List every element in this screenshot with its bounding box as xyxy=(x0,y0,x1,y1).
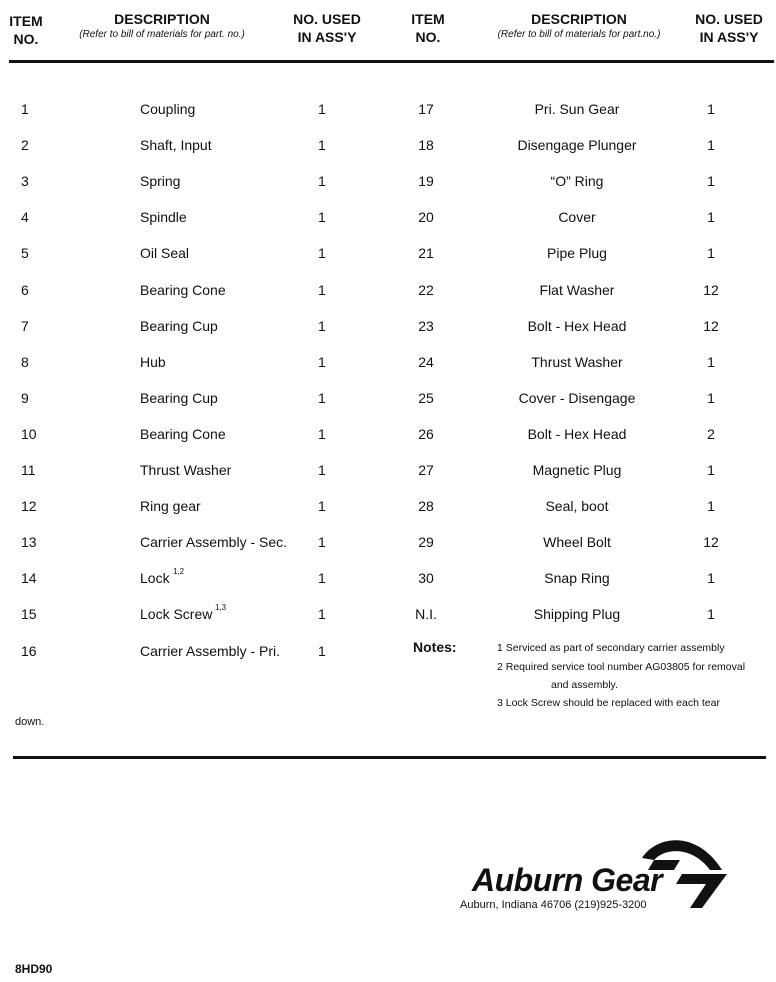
table-row xyxy=(0,462,776,482)
item-number: 14 xyxy=(21,570,37,587)
table-row xyxy=(0,209,776,229)
item-number: 27 xyxy=(418,462,434,478)
table-row xyxy=(0,390,776,410)
item-description: Shipping Plug xyxy=(533,606,621,623)
footnote-reference: 1,3 xyxy=(215,603,227,613)
item-number: 22 xyxy=(418,281,434,298)
item-number: 3 xyxy=(21,173,29,190)
table-row xyxy=(0,245,776,265)
item-quantity: 1 xyxy=(318,498,326,515)
item-description: Cover xyxy=(558,209,596,226)
item-number: 5 xyxy=(21,245,29,262)
table-row xyxy=(0,567,776,590)
item-quantity: 12 xyxy=(703,281,719,298)
item-quantity: 1 xyxy=(707,245,715,262)
item-quantity: 1 xyxy=(318,101,326,117)
item-quantity: 1 xyxy=(318,425,326,442)
table-row xyxy=(0,173,776,193)
item-number: 10 xyxy=(21,425,37,442)
item-description: Snap Ring xyxy=(544,570,610,587)
item-description: Spindle xyxy=(140,209,187,226)
item-quantity: 1 xyxy=(707,498,715,515)
item-description: Oil Seal xyxy=(140,245,190,262)
table-row xyxy=(0,603,776,626)
item-number: 24 xyxy=(418,353,434,370)
item-number: 18 xyxy=(418,137,434,154)
table-row xyxy=(0,137,776,157)
item-quantity: 1 xyxy=(318,642,326,659)
item-number: 7 xyxy=(21,317,29,334)
header-no-used-text: NO. USED IN ASS'Y xyxy=(695,11,763,45)
item-description: Seal, boot xyxy=(545,498,609,515)
item-quantity: 1 xyxy=(318,534,326,551)
item-number: 9 xyxy=(21,389,29,406)
table-row xyxy=(0,534,776,554)
item-number: 19 xyxy=(418,173,434,190)
item-number: 13 xyxy=(21,534,37,551)
item-description: Thrust Washer xyxy=(140,462,232,478)
item-quantity: 1 xyxy=(318,606,326,623)
item-description: Bolt - Hex Head xyxy=(527,317,627,334)
item-description: Disengage Plunger xyxy=(517,137,637,154)
item-quantity: 1 xyxy=(318,353,326,370)
item-number: 28 xyxy=(418,498,434,515)
item-quantity: 1 xyxy=(707,101,715,117)
table-row xyxy=(0,318,776,338)
note-1: 1 Serviced as part of secondary carrier assembly xyxy=(497,642,725,654)
item-number: 8 xyxy=(21,353,29,370)
item-number: 30 xyxy=(418,570,434,587)
item-quantity: 1 xyxy=(318,389,326,406)
item-number: 20 xyxy=(418,209,434,226)
header-divider xyxy=(9,60,774,63)
header-description-text: DESCRIPTION xyxy=(531,11,627,27)
item-quantity: 1 xyxy=(318,137,326,154)
header-no-used-right xyxy=(683,10,775,46)
item-number: 23 xyxy=(418,317,434,334)
item-number: 1 xyxy=(21,101,29,117)
item-description: Coupling xyxy=(140,101,196,117)
header-item-no-text: ITEM NO. xyxy=(411,11,445,45)
header-description-left xyxy=(56,10,268,42)
item-description: Bearing Cone xyxy=(140,425,226,442)
item-quantity: 12 xyxy=(703,534,719,551)
item-description: Bearing Cup xyxy=(140,389,218,406)
header-item-no-text: ITEM NO. xyxy=(9,13,43,47)
header-item-no-right xyxy=(400,10,456,46)
item-description: Bolt - Hex Head xyxy=(527,425,627,442)
note-3: 3 Lock Screw should be replaced with each tear xyxy=(497,697,720,709)
item-description: Hub xyxy=(140,353,166,370)
item-description: Cover - Disengage xyxy=(518,389,636,406)
company-address: Auburn, Indiana 46706 (219)925-3200 xyxy=(460,899,647,911)
item-quantity: 1 xyxy=(707,606,715,623)
item-description: Lock xyxy=(140,570,170,587)
item-quantity: 1 xyxy=(707,209,715,226)
item-description: Magnetic Plug xyxy=(532,462,622,478)
item-description: Flat Washer xyxy=(539,281,615,298)
item-quantity: 1 xyxy=(318,173,326,190)
item-description: Lock Screw xyxy=(140,606,213,623)
item-description: Wheel Bolt xyxy=(543,534,611,551)
table-row xyxy=(0,354,776,374)
item-quantity: 1 xyxy=(318,570,326,587)
item-description: Thrust Washer xyxy=(531,353,623,370)
item-number: N.I. xyxy=(415,606,437,623)
item-number: 4 xyxy=(21,209,29,226)
item-quantity: 1 xyxy=(318,245,326,262)
item-number: 15 xyxy=(21,606,37,623)
note-2-continued: and assembly. xyxy=(551,679,618,691)
item-quantity: 1 xyxy=(318,281,326,298)
item-description: Shaft, Input xyxy=(140,137,212,154)
item-number: 12 xyxy=(21,498,37,515)
notes-label: Notes: xyxy=(413,639,457,655)
item-quantity: 1 xyxy=(707,353,715,370)
item-quantity: 1 xyxy=(707,137,715,154)
auburn-gear-logo-text: Auburn Gear xyxy=(472,862,663,898)
item-description: Pri. Sun Gear xyxy=(534,101,620,117)
item-number: 21 xyxy=(418,245,434,262)
item-quantity: 1 xyxy=(707,570,715,587)
note-2: 2 Required service tool number AG03805 for removal xyxy=(497,661,746,673)
header-description-text: DESCRIPTION xyxy=(114,11,210,27)
footnote-reference: 1,2 xyxy=(173,567,185,577)
item-number: 6 xyxy=(21,281,29,298)
header-description-note: (Refer to bill of materials for part. no.) xyxy=(79,29,245,40)
item-description: Spring xyxy=(140,173,181,190)
item-number: 26 xyxy=(418,425,434,442)
item-quantity: 1 xyxy=(707,462,715,478)
header-description-right xyxy=(474,10,684,42)
header-item-no-left xyxy=(4,12,48,48)
item-description: Bearing Cone xyxy=(140,281,226,298)
item-description: “O” Ring xyxy=(550,173,604,190)
item-quantity: 1 xyxy=(707,389,715,406)
item-number: 2 xyxy=(21,137,29,154)
header-description-note: (Refer to bill of materials for part.no.) xyxy=(497,29,661,40)
document-code: 8HD90 xyxy=(15,962,53,976)
item-description: Ring gear xyxy=(140,498,201,515)
note-3-continued: down. xyxy=(15,716,45,728)
item-description: Carrier Assembly - Sec. xyxy=(140,534,288,551)
item-description: Pipe Plug xyxy=(547,245,607,262)
table-row xyxy=(0,282,776,302)
item-quantity: 1 xyxy=(707,173,715,190)
item-quantity: 2 xyxy=(707,425,715,442)
item-description: Bearing Cup xyxy=(140,317,218,334)
table-row xyxy=(0,426,776,446)
item-description: Carrier Assembly - Pri. xyxy=(140,642,281,659)
item-quantity: 1 xyxy=(318,209,326,226)
item-quantity: 12 xyxy=(703,317,719,334)
footer-divider xyxy=(13,756,766,759)
item-number: 16 xyxy=(21,642,37,659)
table-row xyxy=(0,101,776,121)
item-number: 17 xyxy=(418,101,434,117)
header-no-used-text: NO. USED IN ASS'Y xyxy=(293,11,361,45)
item-number: 29 xyxy=(418,534,434,551)
item-quantity: 1 xyxy=(318,317,326,334)
table-row xyxy=(0,498,776,518)
item-number: 11 xyxy=(21,462,36,478)
item-quantity: 1 xyxy=(318,462,326,478)
header-no-used-left xyxy=(281,10,373,46)
item-number: 25 xyxy=(418,389,434,406)
